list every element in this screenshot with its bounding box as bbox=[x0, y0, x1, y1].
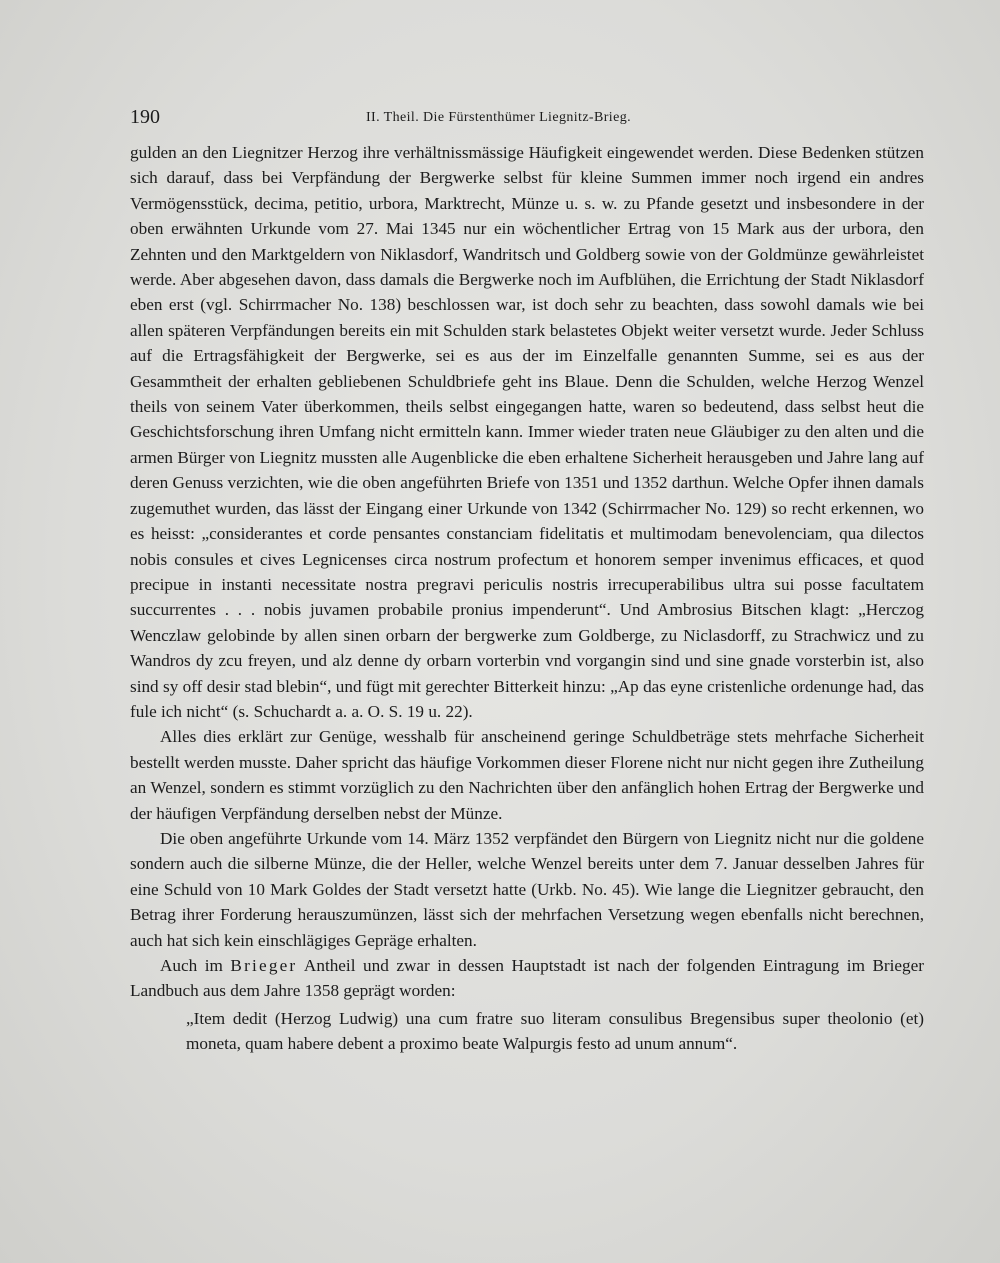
paragraph-text: Auch im bbox=[160, 956, 231, 975]
page-header bbox=[130, 104, 930, 130]
paragraph: Alles dies erklärt zur Genüge, wesshalb für anscheinend geringe Schuldbeträge stets mehrfache Sicherheit bestellt werden musste. Daher spricht das häufige Vorkommen dieser Florene nicht nur nicht gegen ihre Zutheilung an Wenzel, sondern es stimmt vorzüglich zu den Nachrichten über den anfänglich hohen Ertrag der Bergwerke und der häufigen Verpfändung derselben nebst der Münze. bbox=[130, 727, 924, 823]
page-number: 190 bbox=[130, 106, 160, 128]
paragraph: gulden an den Liegnitzer Herzog ihre verhältnissmässige Häufigkeit eingewendet werden. Diese Bedenken stützen sich darauf, dass bei Verpfändung der Bergwerke selbst für kleine Summen immer noch irgend ein andres Vermögensstück, decima, petitio, urbora, Marktrecht, Münze u. s. w. zu Pfande gesetzt und insbesondere in der oben erwähnten Urkunde vom 27. Mai 1345 nur ein wöchentlicher Ertrag von 15 Mark aus der urbora, den Zehnten und den Marktgeldern von Niklasdorf, Wandritsch und Goldberg sowie von der Goldmünze gewährleistet werde. Aber abgesehen davon, dass damals die Bergwerke noch im Aufblühen, die Errichtung der Stadt Niklasdorf eben erst (vgl. Schirrmacher No. 138) beschlossen war, ist doch sehr zu beachten, dass sowohl damals wie bei allen späteren Verpfändungen bereits ein mit Schulden stark belastetes Objekt weiter versetzt wurde. Jeder Schluss auf die Ertragsfähigkeit der Bergwerke, sei es aus der im Einzelfalle genannten Summe, sei es aus der Gesammtheit der erhalten gebliebenen Schuldbriefe geht ins Blaue. Denn die Schulden, welche Herzog Wenzel theils von seinem Vater überkommen, theils selbst eingegangen hatte, waren so bedeutend, dass selbst heut die Geschichtsforschung ihren Umfang nicht ermitteln kann. Immer wieder traten neue Gläubiger zu den alten und die armen Bürger von Liegnitz mussten alle Augenblicke die eben erhaltene Sicherheit herausgeben und Jahre lang auf deren Genuss verzichten, wie die oben angeführten Briefe von 1351 und 1352 darthun. Welche Opfer ihnen damals zugemuthet wurden, das lässt der Eingang einer Urkunde von 1342 (Schirrmacher No. 129) so recht erkennen, wo es heisst: „considerantes et corde pensantes constanciam fidelitatis et multimodam benevolenciam, qua dilectos nobis consules et cives Legnicenses circa nostrum profectum et honorem semper invenimus efficaces, et quod precipue in instanti necessitate nostra pregravi periculis nostris irrecuperabilibus ultra sui posse facultatem succurrentes . . . nobis juvamen probabile pronius impenderunt“. Und Ambrosius Bitschen klagt: „Herczog Wenczlaw gelobinde by allen sinen orbarn der bergwerke zum Goldberge, zu Niclasdorff, zu Strachwicz und zu Wandros dy zcu freyen, und alz denne dy orbarn vorterbin vnd vorgangin sind und sine gnade vorsterbin ist, also sind sy off desir stad blebin“, und fügt mit gerechter Bitterkeit hinzu: „Ap das eyne cristenliche ordenunge had, das fule ich nicht“ (s. Schuchardt a. a. O. S. 19 u. 22). bbox=[130, 143, 924, 721]
paragraph bbox=[130, 953, 924, 1004]
body-text bbox=[130, 140, 924, 1057]
paragraph: Die oben angeführte Urkunde vom 14. März 1352 verpfändet den Bürgern von Liegnitz nicht nur die goldene sondern auch die silberne Münze, die der Heller, welche Wenzel bereits unter dem 7. Januar desselben Jahres für eine Schuld von 10 Mark Goldes der Stadt versetzt hatte (Urkb. No. 45). Wie lange die Liegnitzer gebraucht, den Betrag ihrer Forderung herauszumünzen, lässt sich der mehrfachen Versetzung wegen ebenfalls nicht berechnen, auch hat sich kein einschlägiges Gepräge erhalten. bbox=[130, 828, 924, 950]
paragraph-text: Antheil und zwar in dessen Hauptstadt ist nach der folgenden Eintragung im Brieger Landbuch aus dem Jahre 1358 geprägt worden: bbox=[130, 956, 924, 1001]
running-head: II. Theil. Die Fürstenthümer Liegnitz-Brieg. bbox=[366, 110, 631, 125]
spaced-emphasis: Brieger bbox=[230, 956, 298, 975]
block-quote: „Item dedit (Herzog Ludwig) una cum fratre suo literam consulibus Bregensibus super theolonio (et) moneta, quam habere debent a proximo beate Walpurgis festo ad unum annum“. bbox=[186, 1008, 924, 1054]
